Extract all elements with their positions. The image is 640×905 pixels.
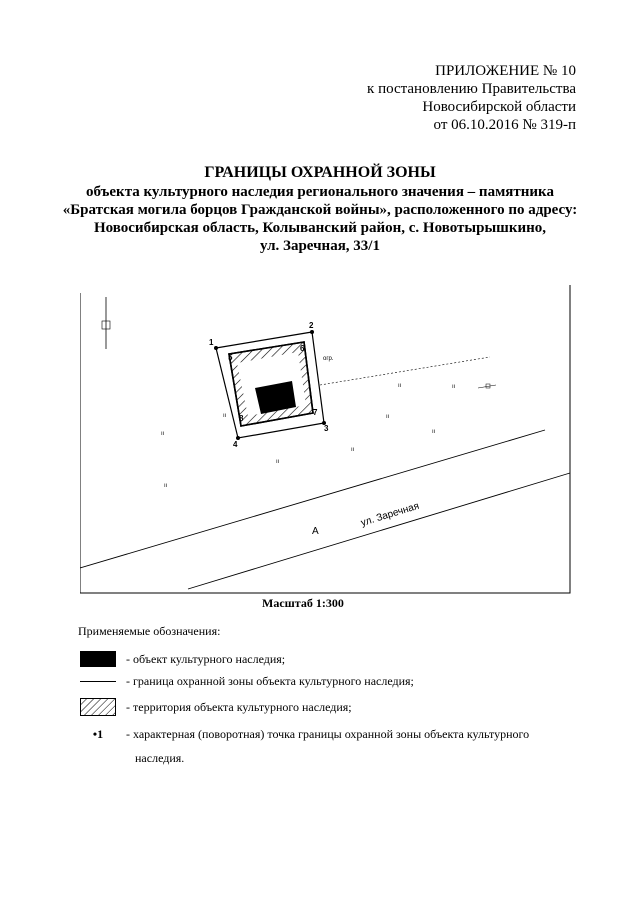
svg-text:ıı: ıı (161, 431, 165, 437)
point-label: 6 (300, 344, 305, 353)
appendix-number: ПРИЛОЖЕНИЕ № 10 (435, 63, 576, 79)
svg-text:ıı: ıı (276, 459, 280, 465)
fence-label: огр. (323, 356, 334, 362)
svg-text:ıı: ıı (164, 483, 168, 489)
legend-label: - объект культурного наследия; (126, 651, 286, 666)
legend-item-object (78, 651, 285, 667)
point-label: 4 (233, 440, 238, 449)
map-scale: Масштаб 1:300 (262, 596, 344, 610)
svg-text:ıı: ıı (398, 383, 402, 389)
title-line-4: ул. Заречная, 33/1 (260, 238, 380, 254)
boundary-line-icon (78, 681, 118, 682)
street-label: ул. Заречная (359, 500, 421, 529)
utility-mark (478, 385, 496, 388)
map-frame (80, 285, 570, 593)
document-title (40, 163, 600, 255)
title-line-3: Новосибирская область, Колыванский район, с. Новотырышкино, (93, 220, 546, 236)
fence-line (320, 357, 490, 385)
point-label: 1 (209, 338, 214, 347)
appendix-region: Новосибирской области (422, 99, 576, 115)
legend-heading: Применяемые обозначения: (78, 624, 221, 638)
legend-label: - характерная (поворотная) точка границы охранной зоны объекта культурного (126, 727, 530, 741)
svg-text:ıı: ıı (351, 447, 355, 453)
svg-text:ıı: ıı (386, 414, 390, 420)
hatch-symbol-icon (78, 698, 118, 716)
legend-item-boundary (78, 674, 414, 689)
point-label: 8 (239, 414, 244, 423)
legend-label: - граница охранной зоны объекта культурного наследия; (126, 674, 414, 688)
legend-item-point (78, 727, 529, 742)
point-symbol: •1 (92, 727, 104, 741)
road-edge-line (188, 473, 570, 589)
point-label: 7 (313, 408, 318, 417)
site-plan-map (80, 285, 572, 595)
appendix-date: от 06.10.2016 № 319-п (433, 117, 576, 133)
title-line-1: объекта культурного наследия регионального значения – памятника (86, 184, 554, 200)
road-letter: А (312, 526, 319, 537)
object-symbol-icon (78, 651, 118, 667)
point-label: 5 (228, 353, 233, 362)
legend-item-territory (78, 698, 352, 716)
svg-text:ıı: ıı (432, 429, 436, 435)
appendix-header (367, 62, 576, 134)
point-label: 2 (309, 321, 314, 330)
svg-text:ıı: ıı (223, 413, 227, 419)
title-main: ГРАНИЦЫ ОХРАННОЙ ЗОНЫ (204, 164, 436, 181)
title-line-2: «Братская могила борцов Гражданской войны», расположенного по адресу: (62, 202, 578, 218)
legend-label-continuation: наследия. (135, 751, 185, 765)
svg-text:ıı: ıı (452, 384, 456, 390)
north-arrow-icon (102, 297, 110, 349)
legend-label: - территория объекта культурного наследия; (126, 699, 352, 714)
point-label: 3 (324, 424, 329, 433)
appendix-ref: к постановлению Правительства (367, 81, 576, 97)
road-edge-line (80, 430, 545, 568)
